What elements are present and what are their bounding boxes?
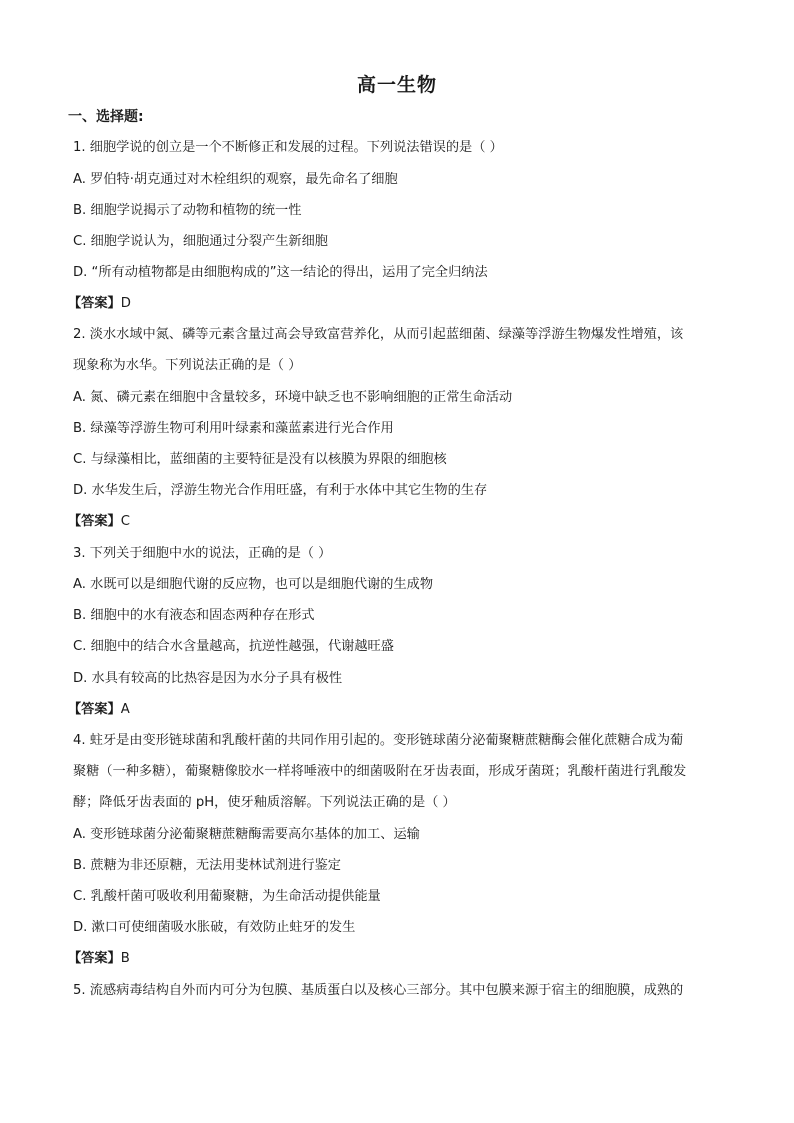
answer-label: 【答案】 — [68, 951, 121, 966]
option-c: C. 细胞中的结合水含量越高，抗逆性越强，代谢越旺盛 — [73, 639, 394, 654]
option-c: C. 乳酸杆菌可吸收利用葡聚糖，为生命活动提供能量 — [73, 889, 381, 904]
option-b: B. 蔗糖为非还原糖，无法用斐林试剂进行鉴定 — [73, 858, 341, 873]
answer-line — [68, 295, 131, 313]
answer-value: D — [120, 296, 131, 311]
answer-value: A — [120, 702, 130, 717]
answer-value: C — [120, 514, 130, 529]
option-d: D. 水具有较高的比热容是因为水分子具有极性 — [73, 671, 343, 686]
option-a: A. 氮、磷元素在细胞中含量较多，环境中缺乏也不影响细胞的正常生命活动 — [73, 390, 513, 405]
answer-label: 【答案】 — [68, 296, 121, 311]
option-c: C. 与绿藻相比，蓝细菌的主要特征是没有以核膜为界限的细胞核 — [73, 452, 447, 467]
question-stem: 1. 细胞学说的创立是一个不断修正和发展的过程。下列说法错误的是（ ） — [73, 140, 503, 155]
option-b: B. 绿藻等浮游生物可利用叶绿素和藻蓝素进行光合作用 — [73, 421, 394, 436]
answer-line — [68, 950, 130, 968]
question-stem: 5. 流感病毒结构自外而内可分为包膜、基质蛋白以及核心三部分。其中包膜来源于宿主的细胞膜，成熟的 — [73, 983, 684, 998]
question-stem: 3. 下列关于细胞中水的说法，正确的是（ ） — [73, 546, 332, 561]
question-stem-continued: 现象称为水华。下列说法正确的是（ ） — [73, 358, 302, 373]
answer-value: B — [120, 951, 130, 966]
option-b: B. 细胞中的水有液态和固态两种存在形式 — [73, 608, 315, 623]
answer-line — [68, 701, 130, 719]
option-a: A. 罗伯特·胡克通过对木栓组织的观察，最先命名了细胞 — [73, 172, 398, 187]
option-d: D. “所有动植物都是由细胞构成的”这一结论的得出，运用了完全归纳法 — [73, 265, 488, 280]
question-stem-continued: 聚糖（一种多糖），葡聚糖像胶水一样将唾液中的细菌吸附在牙齿表面，形成牙菌斑；乳酸杆菌进行乳酸发 — [73, 764, 687, 779]
question-stem: 4. 蛀牙是由变形链球菌和乳酸杆菌的共同作用引起的。变形链球菌分泌葡聚糖蔗糖酶会催化蔗糖合成为葡 — [73, 733, 684, 748]
option-c: C. 细胞学说认为，细胞通过分裂产生新细胞 — [73, 234, 328, 249]
question-stem: 2. 淡水水域中氮、磷等元素含量过高会导致富营养化，从而引起蓝细菌、绿藻等浮游生物爆发性增殖，该 — [73, 327, 684, 342]
option-b: B. 细胞学说揭示了动物和植物的统一性 — [73, 203, 302, 218]
answer-label: 【答案】 — [68, 514, 121, 529]
answer-label: 【答案】 — [68, 702, 121, 717]
page-title: 高一生物 — [356, 74, 437, 96]
option-d: D. 漱口可使细菌吸水胀破，有效防止蛀牙的发生 — [73, 920, 356, 935]
option-d: D. 水华发生后，浮游生物光合作用旺盛，有利于水体中其它生物的生存 — [73, 483, 488, 498]
option-a: A. 水既可以是细胞代谢的反应物，也可以是细胞代谢的生成物 — [73, 577, 434, 592]
answer-line — [68, 513, 130, 531]
option-a: A. 变形链球菌分泌葡聚糖蔗糖酶需要高尔基体的加工、运输 — [73, 827, 420, 842]
question-stem-continued: 酵；降低牙齿表面的 pH，使牙釉质溶解。下列说法正确的是（ ） — [73, 795, 456, 810]
section-heading: 一、选择题: — [68, 109, 144, 125]
